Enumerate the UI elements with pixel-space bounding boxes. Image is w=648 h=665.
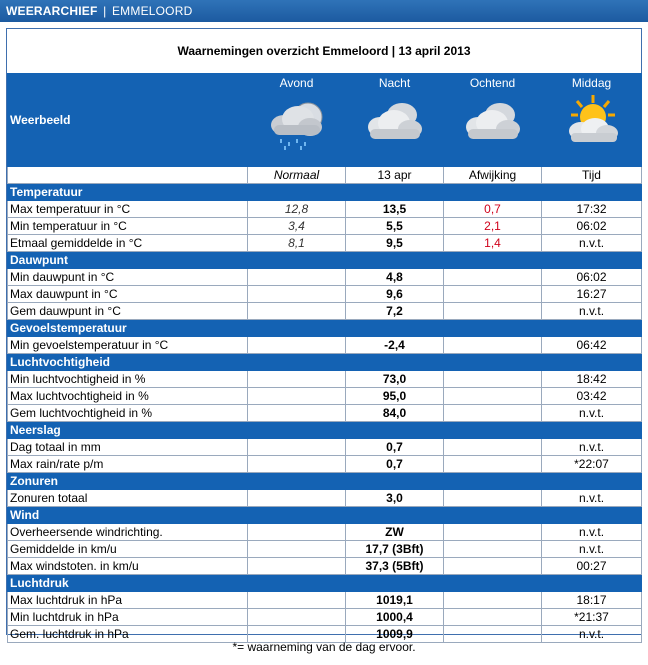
- day-value: 84,0: [346, 405, 444, 422]
- brand-label: WEERARCHIEF: [6, 4, 98, 18]
- clouds-icon: [360, 93, 430, 153]
- period-name: Ochtend: [469, 76, 516, 90]
- normaal-value: [248, 269, 346, 286]
- weather-row: [8, 74, 642, 167]
- period-avond: [248, 74, 346, 167]
- section-header: [8, 473, 642, 490]
- row-label: Max windstoten. in km/u: [8, 558, 248, 575]
- row-label: Gem dauwpunt in °C: [8, 303, 248, 320]
- column-header-row: [8, 167, 642, 184]
- afwijking-value: 2,1: [444, 218, 542, 235]
- table-row: [8, 456, 642, 473]
- row-label: Overheersende windrichting.: [8, 524, 248, 541]
- day-value: 1019,1: [346, 592, 444, 609]
- row-label: Min dauwpunt in °C: [8, 269, 248, 286]
- tijd-value: 06:02: [542, 269, 642, 286]
- afwijking-value: [444, 439, 542, 456]
- row-label: Zonuren totaal: [8, 490, 248, 507]
- row-label: Etmaal gemiddelde in °C: [8, 235, 248, 252]
- row-label: Gem. luchtdruk in hPa: [8, 626, 248, 643]
- afwijking-value: [444, 286, 542, 303]
- tijd-value: *21:37: [542, 609, 642, 626]
- section-header: [8, 422, 642, 439]
- row-label: Max luchtvochtigheid in %: [8, 388, 248, 405]
- section-header: [8, 507, 642, 524]
- tijd-value: n.v.t.: [542, 303, 642, 320]
- section-header: [8, 184, 642, 201]
- tijd-value: n.v.t.: [542, 439, 642, 456]
- tijd-value: n.v.t.: [542, 235, 642, 252]
- normaal-value: [248, 524, 346, 541]
- table-row: [8, 609, 642, 626]
- period-name: Avond: [279, 76, 314, 90]
- column-header-date: 13 apr: [346, 167, 444, 184]
- table-row: [8, 269, 642, 286]
- table-row: [8, 558, 642, 575]
- section-title: Gevoelstemperatuur: [8, 320, 642, 337]
- table-row: [8, 592, 642, 609]
- section-title: Wind: [8, 507, 642, 524]
- row-label: Gemiddelde in km/u: [8, 541, 248, 558]
- afwijking-value: 0,7: [444, 201, 542, 218]
- location-label: EMMELOORD: [111, 4, 193, 18]
- day-value: 3,0: [346, 490, 444, 507]
- afwijking-value: [444, 337, 542, 354]
- normaal-value: [248, 337, 346, 354]
- table-row: [8, 371, 642, 388]
- observations-table: [7, 73, 642, 643]
- tijd-value: n.v.t.: [542, 541, 642, 558]
- day-value: 5,5: [346, 218, 444, 235]
- row-label: Dag totaal in mm: [8, 439, 248, 456]
- top-bar: [0, 0, 648, 22]
- observations-panel: [6, 28, 642, 641]
- table-row: [8, 337, 642, 354]
- tijd-value: *22:07: [542, 456, 642, 473]
- afwijking-value: [444, 269, 542, 286]
- row-label: Max rain/rate p/m: [8, 456, 248, 473]
- section-header: [8, 320, 642, 337]
- footnote: *= waarneming van de dag ervoor.: [232, 640, 416, 654]
- column-header-empty: [8, 167, 248, 184]
- tijd-value: 06:02: [542, 218, 642, 235]
- page-title: Waarnemingen overzicht Emmeloord | 13 april 2013: [177, 44, 471, 58]
- afwijking-value: 1,4: [444, 235, 542, 252]
- normaal-value: [248, 388, 346, 405]
- normaal-value: [248, 490, 346, 507]
- table-row: [8, 218, 642, 235]
- tijd-value: 18:42: [542, 371, 642, 388]
- day-value: 9,6: [346, 286, 444, 303]
- table-row: [8, 388, 642, 405]
- day-value: 17,7 (3Bft): [346, 541, 444, 558]
- normaal-value: [248, 439, 346, 456]
- day-value: 4,8: [346, 269, 444, 286]
- tijd-value: n.v.t.: [542, 626, 642, 643]
- row-label: Min temperatuur in °C: [8, 218, 248, 235]
- day-value: 1009,9: [346, 626, 444, 643]
- section-title: Temperatuur: [8, 184, 642, 201]
- row-label: Gem luchtvochtigheid in %: [8, 405, 248, 422]
- normaal-value: [248, 541, 346, 558]
- section-header: [8, 354, 642, 371]
- table-row: [8, 201, 642, 218]
- day-value: 37,3 (5Bft): [346, 558, 444, 575]
- table-row: [8, 541, 642, 558]
- header-separator: |: [103, 4, 107, 18]
- period-name: Nacht: [378, 76, 411, 90]
- tijd-value: n.v.t.: [542, 490, 642, 507]
- table-row: [8, 286, 642, 303]
- row-label: Max temperatuur in °C: [8, 201, 248, 218]
- day-value: ZW: [346, 524, 444, 541]
- sun-cloud-icon: [557, 93, 627, 153]
- tijd-value: 16:27: [542, 286, 642, 303]
- tijd-value: 03:42: [542, 388, 642, 405]
- afwijking-value: [444, 558, 542, 575]
- table-row: [8, 303, 642, 320]
- normaal-value: [248, 286, 346, 303]
- table-row: [8, 490, 642, 507]
- afwijking-value: [444, 388, 542, 405]
- tijd-value: 00:27: [542, 558, 642, 575]
- table-row: [8, 439, 642, 456]
- normaal-value: [248, 558, 346, 575]
- section-title: Zonuren: [8, 473, 642, 490]
- day-value: 7,2: [346, 303, 444, 320]
- column-header-afwijking: Afwijking: [444, 167, 542, 184]
- row-label: Min luchtvochtigheid in %: [8, 371, 248, 388]
- table-row: [8, 405, 642, 422]
- weather-row-label: Weerbeeld: [8, 74, 248, 167]
- normaal-value: [248, 456, 346, 473]
- afwijking-value: [444, 524, 542, 541]
- afwijking-value: [444, 371, 542, 388]
- section-title: Luchtdruk: [8, 575, 642, 592]
- period-middag: [542, 74, 642, 167]
- afwijking-value: [444, 405, 542, 422]
- normaal-value: [248, 303, 346, 320]
- tijd-value: 17:32: [542, 201, 642, 218]
- afwijking-value: [444, 490, 542, 507]
- afwijking-value: [444, 541, 542, 558]
- column-header-tijd: Tijd: [542, 167, 642, 184]
- tijd-value: 06:42: [542, 337, 642, 354]
- afwijking-value: [444, 303, 542, 320]
- normaal-value: 3,4: [248, 218, 346, 235]
- tijd-value: n.v.t.: [542, 524, 642, 541]
- afwijking-value: [444, 592, 542, 609]
- row-label: Min luchtdruk in hPa: [8, 609, 248, 626]
- normaal-value: [248, 609, 346, 626]
- tijd-value: 18:17: [542, 592, 642, 609]
- row-label: Min gevoelstemperatuur in °C: [8, 337, 248, 354]
- normaal-value: 12,8: [248, 201, 346, 218]
- period-name: Middag: [571, 76, 612, 90]
- cloud-rain-night-icon: [262, 93, 332, 153]
- table-row: [8, 235, 642, 252]
- normaal-value: [248, 371, 346, 388]
- day-value: 95,0: [346, 388, 444, 405]
- column-header-normaal: Normaal: [248, 167, 346, 184]
- section-header: [8, 575, 642, 592]
- row-label: Max luchtdruk in hPa: [8, 592, 248, 609]
- section-title: Luchtvochtigheid: [8, 354, 642, 371]
- normaal-value: [248, 405, 346, 422]
- period-nacht: [346, 74, 444, 167]
- normaal-value: 8,1: [248, 235, 346, 252]
- day-value: 0,7: [346, 456, 444, 473]
- tijd-value: n.v.t.: [542, 405, 642, 422]
- table-row: [8, 524, 642, 541]
- day-value: 1000,4: [346, 609, 444, 626]
- section-header: [8, 252, 642, 269]
- section-title: Dauwpunt: [8, 252, 642, 269]
- afwijking-value: [444, 456, 542, 473]
- day-value: -2,4: [346, 337, 444, 354]
- day-value: 0,7: [346, 439, 444, 456]
- day-value: 9,5: [346, 235, 444, 252]
- day-value: 73,0: [346, 371, 444, 388]
- section-title: Neerslag: [8, 422, 642, 439]
- normaal-value: [248, 592, 346, 609]
- period-ochtend: [444, 74, 542, 167]
- row-label: Max dauwpunt in °C: [8, 286, 248, 303]
- clouds-icon: [458, 93, 528, 153]
- afwijking-value: [444, 609, 542, 626]
- day-value: 13,5: [346, 201, 444, 218]
